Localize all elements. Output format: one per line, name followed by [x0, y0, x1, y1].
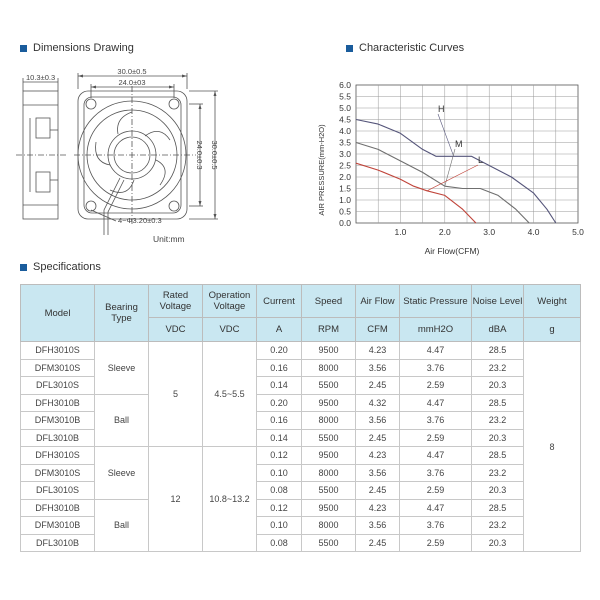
noise-level-cell: 28.5	[472, 499, 524, 517]
series-label-m: M	[455, 139, 463, 149]
air-flow-cell: 2.45	[356, 429, 400, 447]
series-label-l: L	[478, 155, 484, 165]
y-tick-label: 1.0	[339, 195, 351, 205]
air-flow-cell: 2.45	[356, 534, 400, 552]
current-cell: 0.10	[257, 517, 302, 535]
dimensions-drawing	[0, 60, 300, 250]
model-cell: DFM3010B	[21, 412, 95, 430]
header-rated-voltage: Rated Voltage	[149, 285, 203, 318]
header-speed: Speed	[302, 285, 356, 318]
noise-level-cell: 23.2	[472, 464, 524, 482]
section-bullet-icon	[346, 45, 353, 52]
air-flow-cell: 2.45	[356, 482, 400, 500]
unit-label: Unit:mm	[153, 234, 185, 244]
noise-level-cell: 20.3	[472, 377, 524, 395]
bearing-type-cell: Sleeve	[95, 447, 149, 500]
section-bullet-icon	[20, 264, 27, 271]
series-line-l	[356, 163, 476, 223]
y-tick-label: 0.5	[339, 206, 351, 217]
x-tick-label: 5.0	[572, 227, 584, 237]
unit-current: A	[257, 318, 302, 342]
specifications-table	[20, 284, 581, 552]
header-model: Model	[21, 285, 95, 342]
dimensions-title-text: Dimensions Drawing	[33, 42, 134, 54]
y-axis-label: AIR PRESSURE(mm-H2O)	[317, 124, 326, 216]
model-cell: DFH3010S	[21, 342, 95, 360]
curves-title-text: Characteristic Curves	[359, 42, 465, 54]
current-cell: 0.12	[257, 499, 302, 517]
header-static-pressure: Static Pressure	[400, 285, 472, 318]
speed-cell: 8000	[302, 412, 356, 430]
operation-voltage-cell: 10.8~13.2	[203, 447, 257, 552]
current-cell: 0.16	[257, 359, 302, 377]
y-tick-label: 4.5	[339, 114, 351, 125]
weight-cell: 8	[524, 342, 581, 552]
current-cell: 0.10	[257, 464, 302, 482]
speed-cell: 9500	[302, 394, 356, 412]
static-pressure-cell: 2.59	[400, 534, 472, 552]
outer-width-dim: 30.0±0.5	[117, 67, 147, 76]
current-cell: 0.08	[257, 534, 302, 552]
static-pressure-cell: 3.76	[400, 517, 472, 535]
mount-hole	[169, 201, 179, 211]
static-pressure-cell: 2.59	[400, 482, 472, 500]
noise-level-cell: 23.2	[472, 359, 524, 377]
series-leader-line	[438, 114, 454, 156]
air-flow-cell: 2.45	[356, 377, 400, 395]
section-bullet-icon	[20, 45, 27, 52]
curves-title	[346, 42, 464, 54]
current-cell: 0.14	[257, 429, 302, 447]
series-label-h: H	[438, 104, 445, 114]
current-cell: 0.16	[257, 412, 302, 430]
noise-level-cell: 20.3	[472, 482, 524, 500]
hole-spacing-dim: 24.0±03	[118, 78, 146, 87]
current-cell: 0.08	[257, 482, 302, 500]
speed-cell: 5500	[302, 429, 356, 447]
model-cell: DFM3010S	[21, 359, 95, 377]
air-flow-cell: 4.23	[356, 447, 400, 465]
model-cell: DFH3010B	[21, 499, 95, 517]
mount-hole	[169, 99, 179, 109]
unit-noise-level: dBA	[472, 318, 524, 342]
bearing-type-cell: Sleeve	[95, 342, 149, 395]
unit-rated-voltage: VDC	[149, 318, 203, 342]
air-flow-cell: 3.56	[356, 517, 400, 535]
noise-level-cell: 20.3	[472, 429, 524, 447]
air-flow-cell: 3.56	[356, 359, 400, 377]
noise-level-cell: 20.3	[472, 534, 524, 552]
model-cell: DFH3010B	[21, 394, 95, 412]
x-axis-label: Air Flow(CFM)	[424, 246, 480, 256]
x-tick-label: 2.0	[438, 227, 451, 237]
speed-cell: 8000	[302, 359, 356, 377]
series-line-h	[356, 120, 556, 224]
y-tick-label: 5.5	[339, 91, 351, 102]
holes-dim: 4~Φ3.20±0.3	[118, 216, 162, 225]
unit-speed: RPM	[302, 318, 356, 342]
bearing-type-cell: Ball	[95, 499, 149, 552]
y-tick-label: 3.0	[339, 149, 351, 159]
specs-title	[20, 261, 101, 273]
y-tick-label: 0.0	[339, 218, 351, 228]
y-tick-label: 2.5	[339, 160, 351, 171]
static-pressure-cell: 3.76	[400, 464, 472, 482]
static-pressure-cell: 4.47	[400, 394, 472, 412]
series-leader-line	[445, 149, 455, 186]
speed-cell: 5500	[302, 534, 356, 552]
table-row	[21, 447, 581, 465]
x-tick-label: 3.0	[483, 227, 496, 237]
rated-voltage-cell: 12	[149, 447, 203, 552]
fan-wire	[104, 178, 120, 235]
speed-cell: 8000	[302, 464, 356, 482]
y-tick-label: 1.5	[339, 183, 351, 194]
y-tick-label: 5.0	[339, 103, 351, 113]
outer-height-dim: 30.0±0.5	[210, 140, 219, 170]
rated-voltage-cell: 5	[149, 342, 203, 447]
speed-cell: 5500	[302, 482, 356, 500]
air-flow-cell: 4.32	[356, 394, 400, 412]
static-pressure-cell: 2.59	[400, 429, 472, 447]
hole-spacing-v-dim: 24.0±0.3	[195, 140, 204, 170]
unit-operation-voltage: VDC	[203, 318, 257, 342]
current-cell: 0.12	[257, 447, 302, 465]
side-width-dim: 10.3±0.3	[26, 73, 56, 82]
current-cell: 0.20	[257, 342, 302, 360]
dimensions-title	[20, 42, 134, 54]
y-tick-label: 4.0	[339, 126, 351, 136]
y-tick-label: 6.0	[339, 80, 351, 90]
model-cell: DFL3010S	[21, 377, 95, 395]
static-pressure-cell: 2.59	[400, 377, 472, 395]
current-cell: 0.14	[257, 377, 302, 395]
static-pressure-cell: 4.47	[400, 499, 472, 517]
model-cell: DFL3010B	[21, 534, 95, 552]
mount-hole	[86, 201, 96, 211]
unit-air-flow: CFM	[356, 318, 400, 342]
header-operation-voltage: Operation Voltage	[203, 285, 257, 318]
model-cell: DFM3010B	[21, 517, 95, 535]
static-pressure-cell: 3.76	[400, 412, 472, 430]
header-weight: Weight	[524, 285, 581, 318]
bearing-type-cell: Ball	[95, 394, 149, 447]
speed-cell: 5500	[302, 377, 356, 395]
noise-level-cell: 28.5	[472, 342, 524, 360]
model-cell: DFL3010S	[21, 482, 95, 500]
table-row	[21, 499, 581, 517]
air-flow-cell: 4.23	[356, 499, 400, 517]
table-row	[21, 342, 581, 360]
current-cell: 0.20	[257, 394, 302, 412]
unit-weight: g	[524, 318, 581, 342]
static-pressure-cell: 3.76	[400, 359, 472, 377]
speed-cell: 8000	[302, 517, 356, 535]
unit-static-pressure: mmH2O	[400, 318, 472, 342]
air-flow-cell: 3.56	[356, 464, 400, 482]
specs-title-text: Specifications	[33, 261, 101, 273]
noise-level-cell: 23.2	[472, 412, 524, 430]
mount-hole	[86, 99, 96, 109]
speed-cell: 9500	[302, 342, 356, 360]
air-flow-cell: 4.23	[356, 342, 400, 360]
header-noise-level: Noise Level	[472, 285, 524, 318]
noise-level-cell: 28.5	[472, 447, 524, 465]
air-flow-cell: 3.56	[356, 412, 400, 430]
model-cell: DFM3010S	[21, 464, 95, 482]
header-bearing-type: Bearing Type	[95, 285, 149, 342]
noise-level-cell: 23.2	[472, 517, 524, 535]
header-air-flow: Air Flow	[356, 285, 400, 318]
x-tick-label: 4.0	[527, 227, 540, 237]
x-tick-label: 1.0	[394, 227, 407, 237]
model-cell: DFL3010B	[21, 429, 95, 447]
static-pressure-cell: 4.47	[400, 447, 472, 465]
characteristic-curves-chart	[300, 60, 600, 260]
y-tick-label: 2.0	[339, 172, 351, 182]
speed-cell: 9500	[302, 499, 356, 517]
model-cell: DFH3010S	[21, 447, 95, 465]
noise-level-cell: 28.5	[472, 394, 524, 412]
static-pressure-cell: 4.47	[400, 342, 472, 360]
header-current: Current	[257, 285, 302, 318]
y-tick-label: 3.5	[339, 137, 351, 148]
table-row	[21, 394, 581, 412]
speed-cell: 9500	[302, 447, 356, 465]
operation-voltage-cell: 4.5~5.5	[203, 342, 257, 447]
